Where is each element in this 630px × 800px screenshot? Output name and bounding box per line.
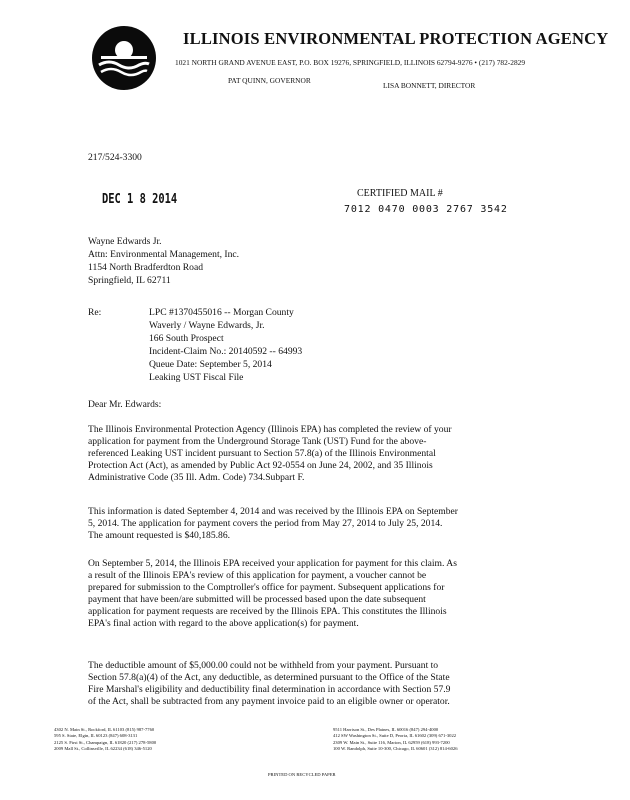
recipient-line: Springfield, IL 62711 xyxy=(88,275,171,286)
footer-offices-left xyxy=(54,727,156,753)
illinois-epa-logo xyxy=(91,25,157,91)
re-line: 166 South Prospect xyxy=(149,333,224,344)
footer-line: 2009 Mall St., Collinsville, IL 62234 (618) 346-5120 xyxy=(54,746,152,752)
paragraph-line: prepared for submission to the Comptroller's office for payment. Subsequent applications for xyxy=(88,582,445,593)
body-paragraph xyxy=(88,660,543,708)
paragraph-line: This information is dated September 4, 2014 and was received by the Illinois EPA on September xyxy=(88,506,459,517)
governor-name: PAT QUINN, GOVERNOR xyxy=(228,76,311,85)
paragraph-line: of the Act, shall be subtracted from any payment invoice paid to an eligible owner or operator. xyxy=(88,696,450,707)
paragraph-line: referenced Leaking UST incident pursuant to Section 57.8(a) of the Illinois Environmental xyxy=(88,448,436,459)
footer-line: 2125 S. First St., Champaign, IL 61820 (217) 278-5800 xyxy=(54,739,157,745)
paragraph-line: On September 5, 2014, the Illinois EPA received your application for payment for this claim. As xyxy=(88,558,457,569)
salutation: Dear Mr. Edwards: xyxy=(88,399,162,410)
footer-line: 9511 Harrison St., Des Plaines, IL 60016 (847) 294-4000 xyxy=(333,727,439,732)
recipient-line: Wayne Edwards Jr. xyxy=(88,236,162,247)
body-paragraph xyxy=(88,424,543,484)
paragraph-line: 5, 2014. The application for payment covers the period from May 27, 2014 to July 25, 2014. xyxy=(88,518,443,529)
body-paragraph xyxy=(88,506,543,542)
paragraph-line: application for payment from the Underground Storage Tank (UST) Fund for the above- xyxy=(88,436,427,447)
paragraph-line: payment that have been/are submitted will be processed based upon the date subsequent xyxy=(88,594,426,605)
paragraph-line: Protection Act (Act), as amended by Public Act 92-0554 on June 24, 2002, and 35 Illinois xyxy=(88,460,433,471)
footer-line: 595 S. State, Elgin, IL 60123 (847) 608-3131 xyxy=(54,733,138,739)
agency-address: 1021 NORTH GRAND AVENUE EAST, P.O. BOX 19276, SPRINGFIELD, ILLINOIS 62794-9276 • (217) 782-2829 xyxy=(175,58,526,67)
phone-reference: 217/524-3300 xyxy=(88,152,142,163)
director-name: LISA BONNETT, DIRECTOR xyxy=(383,81,476,90)
paragraph-line: The deductible amount of $5,000.00 could not be withheld from your payment. Pursuant to xyxy=(88,660,439,671)
re-label: Re: xyxy=(88,307,102,318)
re-line: LPC #1370455016 -- Morgan County xyxy=(149,307,294,318)
recipient-line: Attn: Environmental Management, Inc. xyxy=(88,249,240,260)
re-line: Incident-Claim No.: 20140592 -- 64993 xyxy=(149,346,303,357)
paragraph-line: The amount requested is $40,185.86. xyxy=(88,530,231,541)
paragraph-line: application for payment requests are received by the Illinois EPA. This constitutes the Illinois xyxy=(88,606,447,617)
agency-name: ILLINOIS ENVIRONMENTAL PROTECTION AGENCY xyxy=(183,29,609,48)
recipient-line: 1154 North Bradferdton Road xyxy=(88,262,204,273)
footer-line: 100 W. Randolph, Suite 10-300, Chicago, IL 60601 (312) 814-6026 xyxy=(333,746,458,752)
recycled-paper-note: PRINTED ON RECYCLED PAPER xyxy=(268,772,336,777)
certified-mail-number: 7012 0470 0003 2767 3542 xyxy=(344,204,508,215)
date-stamp: DEC 1 8 2014 xyxy=(102,192,178,207)
paragraph-line: Section 57.8(a)(4) of the Act, any deductible, as determined pursuant to the Office of the State xyxy=(88,672,450,683)
certified-mail-label: CERTIFIED MAIL # xyxy=(357,188,443,199)
body-paragraph xyxy=(88,558,543,630)
footer-line: 412 SW Washington St., Suite D, Peoria, IL 61602 (309) 671-3022 xyxy=(333,733,457,739)
paragraph-line: EPA's final action with regard to the above application(s) for payment. xyxy=(88,618,359,629)
footer-line: 4302 N. Main St., Rockford, IL 61103 (815) 987-7760 xyxy=(54,727,155,732)
paragraph-line: The Illinois Environmental Protection Agency (Illinois EPA) has completed the review of your xyxy=(88,424,452,435)
paragraph-line: a result of the Illinois EPA's review of this application for payment, a voucher cannot be xyxy=(88,570,427,581)
footer-line: 2309 W. Main St., Suite 116, Marion, IL 62959 (618) 993-7200 xyxy=(333,739,450,745)
re-line: Leaking UST Fiscal File xyxy=(149,372,244,383)
re-line: Queue Date: September 5, 2014 xyxy=(149,359,272,370)
re-line: Waverly / Wayne Edwards, Jr. xyxy=(149,320,265,331)
paragraph-line: Fire Marshal's eligibility and deductibility final determination in accordance with Section 57.9 xyxy=(88,684,451,695)
footer-offices-right xyxy=(333,727,458,753)
paragraph-line: Administrative Code (35 Ill. Adm. Code) 734.Subpart F. xyxy=(88,472,305,483)
